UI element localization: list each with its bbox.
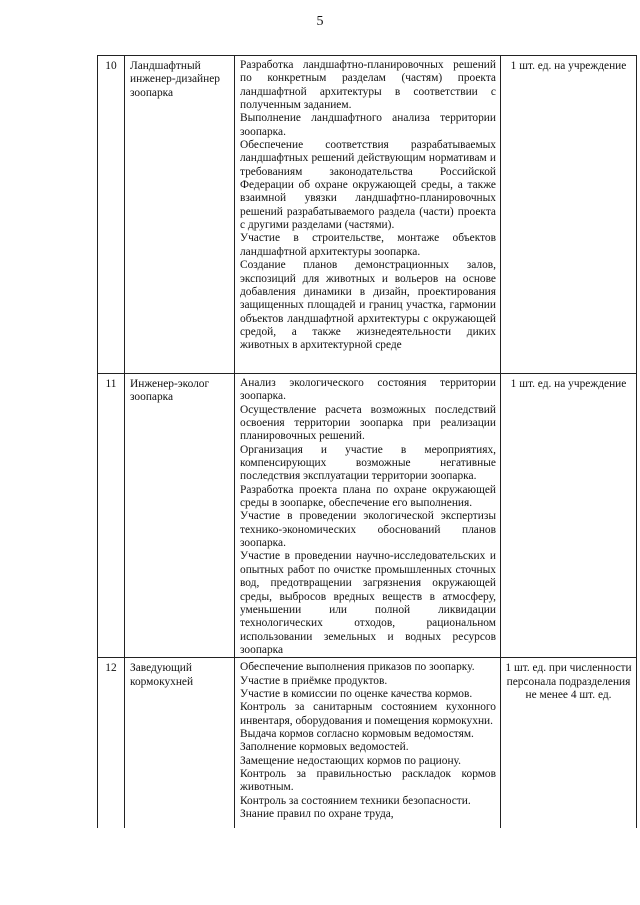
duty-item: Осуществление расчета возможных последствий освоения территории зоопарка при реализации планировочных решений. — [240, 403, 496, 443]
duty-item: Знание правил по охране труда, — [240, 808, 394, 820]
duty-item: Создание планов демонстрационных залов, экспозиций для животных и вольеров на основе добавления динамики в дизайн, проектирования защищенных площадей и границ участка, гармонии объектов ландшафтной архитектуры с окружающей средой, а также жизнедеятельности диких животных в архитектурной среде — [240, 259, 496, 352]
duty-item: Замещение недостающих кормов по рациону. — [240, 754, 461, 767]
duty-item: Участие в приёмке продуктов. — [240, 674, 388, 687]
staff-units: 1 шт. ед. на учреждение — [501, 374, 637, 658]
table-row — [98, 374, 637, 658]
duty-item: Разработка ландшафтно-планировочных решений по конкретным разделам (частям) проекта ландшафтной архитектуры в соответствии с полученным заданием. — [240, 59, 496, 112]
table-row — [98, 658, 637, 828]
staff-units: 1 шт. ед. на учреждение — [501, 56, 637, 374]
position-title: Ландшафтный инженер-дизайнер зоопарка — [125, 56, 235, 374]
duty-item: Участие в проведении экологической экспертизы технико-экономических обоснований планов зоопарка. — [240, 510, 496, 550]
duty-item: Контроль за санитарным состоянием кухонного инвентаря, оборудования и помещения кормокухни. — [240, 701, 496, 727]
duty-item: Разработка проекта плана по охране окружающей среды в зоопарке, обеспечение его выполнения. — [240, 483, 496, 510]
duty-item: Заполнение кормовых ведомостей. — [240, 741, 409, 754]
duty-item: Контроль за правильностью раскладок кормов животным. — [240, 767, 496, 794]
duty-item: Контроль за состоянием техники безопасности. — [240, 794, 471, 807]
duties-cell — [235, 374, 501, 658]
duties-cell — [235, 56, 501, 374]
duty-item: Обеспечение соответствия разрабатываемых ландшафтных решений действующим нормативам и требованиям законодательства Российской Федерации об охране окружающей среды, а также взаимной увязки ландшафтно-планировочных решений разрабатываемого раздела (части) проекта с другими разделами (частями). — [240, 139, 496, 232]
duty-item: Выполнение ландшафтного анализа территории зоопарка. — [240, 112, 496, 138]
staff-table — [97, 55, 637, 828]
row-number: 11 — [98, 374, 125, 658]
duty-item: Выдача кормов согласно кормовым ведомостям. — [240, 727, 474, 740]
staff-units: 1 шт. ед. при численности персонала подразделения не менее 4 шт. ед. — [501, 658, 637, 828]
table-row — [98, 56, 637, 374]
duty-item: Участие в комиссии по оценке качества кормов. — [240, 687, 473, 700]
position-title: Инженер-эколог зоопарка — [125, 374, 235, 658]
row-number: 12 — [98, 658, 125, 828]
duty-item: Анализ экологического состояния территории зоопарка. — [240, 377, 496, 403]
position-title: Заведующий кормокухней — [125, 658, 235, 828]
duty-item: Участие в проведении научно-исследовательских и опытных работ по очистке промышленных сточных вод, предотвращении загрязнения окружающей среды, выбросов вредных веществ в атмосферу, уменьшении или полной ликвидации технологических отходов, рациональном использовании земельных и водных ресурсов зоопарка — [240, 550, 496, 656]
duty-item: Участие в строительстве, монтаже объектов ландшафтной архитектуры зоопарка. — [240, 232, 496, 258]
page-number: 5 — [316, 14, 324, 29]
duty-item: Организация и участие в мероприятиях, компенсирующих возможные негативные последствия эксплуатации территории зоопарка. — [240, 443, 496, 483]
duties-cell — [235, 658, 501, 828]
duty-item: Обеспечение выполнения приказов по зоопарку. — [240, 661, 475, 674]
row-number: 10 — [98, 56, 125, 374]
